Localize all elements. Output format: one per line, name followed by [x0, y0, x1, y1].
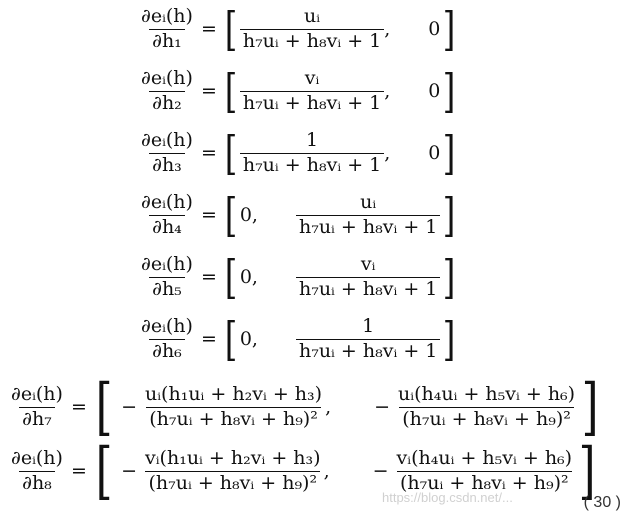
equation-row-3 — [138, 126, 458, 180]
equation-row-1 — [138, 2, 458, 56]
equation-row-6 — [138, 312, 458, 366]
open-bracket: [ — [95, 434, 113, 507]
equals-sign: = — [200, 266, 217, 288]
equation-row-4 — [138, 188, 458, 242]
equals-sign: = — [70, 396, 87, 418]
minus-sign: − — [372, 460, 389, 482]
rhs-fraction: $\frac{\text{uᵢ}}{\text{h₇uᵢ + h₈vᵢ + 1}}$ — [296, 193, 440, 238]
close-bracket: ] — [443, 2, 456, 56]
close-bracket: ] — [443, 64, 456, 118]
equals-sign: = — [200, 18, 217, 40]
open-bracket: [ — [224, 250, 238, 304]
equals-sign: = — [200, 328, 217, 350]
zero-entry: 0, — [239, 204, 258, 226]
lhs-fraction: $\frac{\text{∂eᵢ(h)}}{\text{∂h₈}}$ — [11, 446, 63, 494]
minus-sign: − — [374, 396, 391, 418]
minus-sign: − — [121, 396, 137, 418]
equation-row-2 — [138, 64, 458, 118]
equation-row-7 — [8, 370, 602, 443]
equals-sign: = — [70, 460, 87, 482]
close-bracket: ] — [578, 434, 596, 507]
equals-sign: = — [200, 204, 217, 226]
rhs-fraction: $\frac{\text{vᵢ}}{\text{h₇uᵢ + h₈vᵢ + 1}}$ — [240, 69, 384, 114]
lhs-fraction: $\frac{\text{∂eᵢ(h)}}{\text{∂h₇}}$ — [11, 382, 63, 430]
zero-entry: 0, — [239, 328, 258, 350]
open-bracket: [ — [224, 312, 238, 366]
comma: , — [384, 80, 391, 102]
close-bracket: ] — [443, 188, 456, 242]
equation-number: ( 30 ) — [583, 494, 621, 511]
rhs-fraction: $\frac{1}{\text{h₇uᵢ + h₈vᵢ + 1}}$ — [296, 317, 440, 362]
comma: , — [325, 396, 332, 418]
zero-entry: 0, — [239, 266, 258, 288]
minus-sign: − — [121, 460, 137, 482]
open-bracket: [ — [224, 64, 238, 118]
open-bracket: [ — [224, 188, 238, 242]
open-bracket: [ — [95, 370, 113, 443]
zero-entry: 0 — [428, 18, 441, 40]
rhs-fraction-1: $\frac{\text{vᵢ(h₁uᵢ + h₂vᵢ + h₃)}}{\text{(h₇uᵢ + h₈vᵢ + h₉)²}}$ — [145, 446, 321, 494]
open-bracket: [ — [224, 126, 238, 180]
open-bracket: [ — [224, 2, 238, 56]
equals-sign: = — [200, 80, 217, 102]
rhs-fraction: $\frac{\text{uᵢ}}{\text{h₇uᵢ + h₈vᵢ + 1}}$ — [240, 7, 384, 52]
zero-entry: 0 — [428, 80, 441, 102]
close-bracket: ] — [443, 250, 456, 304]
zero-entry: 0 — [428, 142, 441, 164]
comma: , — [323, 460, 330, 482]
watermark: https://blog.csdn.net/... — [382, 490, 513, 505]
rhs-fraction: $\frac{\text{vᵢ}}{\text{h₇uᵢ + h₈vᵢ + 1}}$ — [296, 255, 440, 300]
lhs-fraction: $\frac{\text{∂eᵢ(h)}}{\text{∂h₆}}$ — [141, 314, 193, 362]
rhs-fraction-1: $\frac{\text{uᵢ(h₁uᵢ + h₂vᵢ + h₃)}}{\text{(h₇uᵢ + h₈vᵢ + h₉)²}}$ — [145, 382, 323, 430]
close-bracket: ] — [443, 126, 456, 180]
comma: , — [384, 142, 391, 164]
rhs-fraction: $\frac{1}{\text{h₇uᵢ + h₈vᵢ + 1}}$ — [240, 131, 384, 176]
rhs-fraction-2: $\frac{\text{vᵢ(h₄uᵢ + h₅vᵢ + h₆)}}{\text{(h₇uᵢ + h₈vᵢ + h₉)²}}$ — [396, 446, 573, 494]
equals-sign: = — [200, 142, 217, 164]
close-bracket: ] — [581, 370, 599, 443]
lhs-fraction: $\frac{\text{∂eᵢ(h)}}{\text{∂h₅}}$ — [141, 252, 193, 300]
close-bracket: ] — [443, 312, 456, 366]
equation-row-5 — [138, 250, 458, 304]
lhs-fraction: $\frac{\text{∂eᵢ(h)}}{\text{∂h₁}}$ — [141, 4, 193, 52]
rhs-fraction-2: $\frac{\text{uᵢ(h₄uᵢ + h₅vᵢ + h₆)}}{\text{(h₇uᵢ + h₈vᵢ + h₉)²}}$ — [398, 382, 576, 430]
lhs-fraction: $\frac{\text{∂eᵢ(h)}}{\text{∂h₂}}$ — [141, 66, 193, 114]
comma: , — [384, 18, 391, 40]
lhs-fraction: $\frac{\text{∂eᵢ(h)}}{\text{∂h₃}}$ — [141, 128, 193, 176]
lhs-fraction: $\frac{\text{∂eᵢ(h)}}{\text{∂h₄}}$ — [141, 190, 193, 238]
